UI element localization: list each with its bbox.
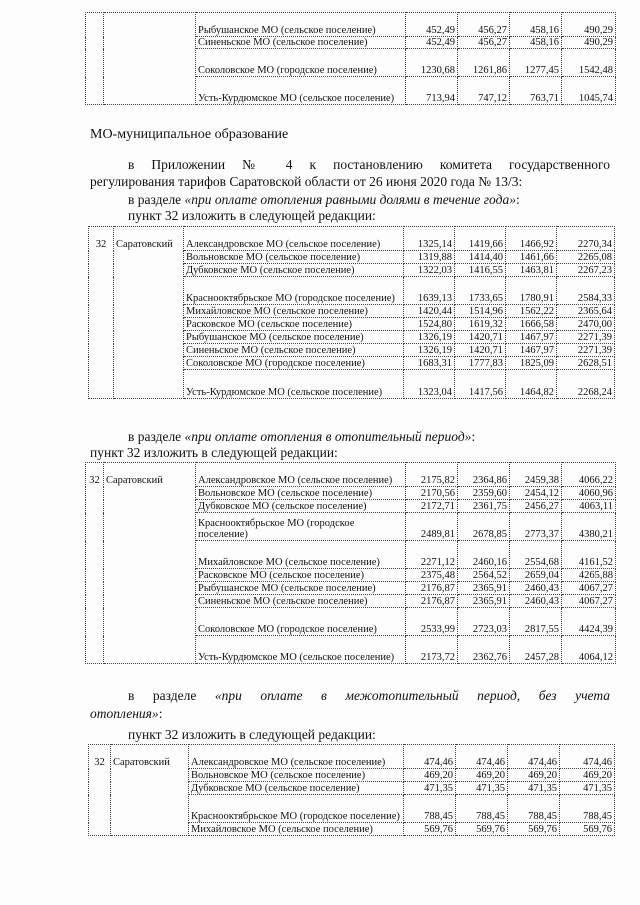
tariff-value-cell: 2659,04 xyxy=(510,569,562,582)
tariff-value-cell: 2554,68 xyxy=(510,541,562,569)
municipality-name-cell: Расковское МО (сельское поселение) xyxy=(196,569,406,582)
tariff-value-cell: 1417,56 xyxy=(455,370,506,399)
tariff-value-cell: 2457,28 xyxy=(510,636,562,664)
tariff-table-section3 xyxy=(88,744,615,836)
tariff-value-cell: 1467,97 xyxy=(506,344,557,357)
region-cell: Саратовский xyxy=(104,463,196,664)
municipality-name-cell: Дубковское МО (сельское поселение) xyxy=(189,782,404,795)
municipality-name-cell: Краснооктябрьское МО (городское поселение) xyxy=(184,277,404,305)
tariff-value-cell: 1639,13 xyxy=(404,277,455,305)
tariff-value-cell: 474,46 xyxy=(456,745,508,769)
section2-title: «при оплате отопления в отопительный период» xyxy=(184,429,472,444)
tariff-value-cell: 1683,31 xyxy=(404,357,455,370)
tariff-value-cell: 2271,39 xyxy=(557,331,615,344)
tariff-value-cell: 1230,68 xyxy=(406,49,458,77)
tariff-value-cell: 788,45 xyxy=(404,795,456,823)
municipality-name-cell: Александровское МО (сельское поселение) xyxy=(189,745,404,769)
tariff-value-cell: 4161,52 xyxy=(562,541,616,569)
tariff-value-cell: 474,46 xyxy=(404,745,456,769)
tariff-value-cell: 1514,96 xyxy=(455,305,506,318)
section3-point: пункт 32 изложить в следующей редакции: xyxy=(128,727,376,742)
municipality-name-cell: Соколовское МО (городское поселение) xyxy=(196,608,406,636)
tariff-value-cell: 1780,91 xyxy=(506,277,557,305)
municipality-name-cell: Усть-Курдюмское МО (сельское поселение) xyxy=(184,370,404,399)
section2-point: пункт 32 изложить в следующей редакции: xyxy=(90,445,338,460)
tariff-value-cell: 4067,27 xyxy=(562,595,616,608)
tariff-value-cell: 2460,43 xyxy=(510,582,562,595)
row-number-cell: 32 xyxy=(86,463,104,664)
tariff-value-cell: 2359,60 xyxy=(458,487,510,500)
tariff-value-cell: 1325,14 xyxy=(404,227,455,251)
section2-prefix: в разделе xyxy=(128,429,185,444)
table-row xyxy=(89,745,615,769)
tariff-value-cell: 4066,22 xyxy=(562,463,616,487)
municipality-name-cell: Соколовское МО (городское поселение) xyxy=(184,357,404,370)
tariff-value-cell: 1319,88 xyxy=(404,251,455,264)
tariff-value-cell: 474,46 xyxy=(560,745,615,769)
tariff-value-cell: 2470,00 xyxy=(557,318,615,331)
section2-heading xyxy=(128,429,475,445)
tariff-value-cell: 4064,12 xyxy=(562,636,616,664)
municipality-name-cell: Александровское МО (сельское поселение) xyxy=(184,227,404,251)
tariff-value-cell: 1420,71 xyxy=(455,331,506,344)
tariff-value-cell: 4265,88 xyxy=(562,569,616,582)
municipality-name-cell: Рыбушанское МО (сельское поселение) xyxy=(184,331,404,344)
tariff-value-cell: 469,20 xyxy=(560,769,615,782)
tariff-value-cell: 788,45 xyxy=(456,795,508,823)
tariff-value-cell: 2172,71 xyxy=(406,500,458,513)
region-cell: Саратовский xyxy=(114,227,184,399)
table-row xyxy=(86,463,616,487)
tariff-value-cell: 1326,19 xyxy=(404,331,455,344)
tariff-value-cell: 2361,75 xyxy=(458,500,510,513)
row-number-cell: 32 xyxy=(89,227,114,399)
municipality-name-cell: Соколовское МО (городское поселение) xyxy=(196,49,406,77)
tariff-value-cell: 471,35 xyxy=(404,782,456,795)
tariff-value-cell: 1414,40 xyxy=(455,251,506,264)
tariff-value-cell: 471,35 xyxy=(456,782,508,795)
section3-title-2: отопления» xyxy=(90,706,159,721)
empty-number-cell xyxy=(86,13,104,105)
tariff-value-cell: 1045,74 xyxy=(562,77,616,105)
municipality-name-cell: Усть-Курдюмское МО (сельское поселение) xyxy=(196,636,406,664)
tariff-value-cell: 2271,39 xyxy=(557,344,615,357)
municipality-name-cell: Александровское МО (сельское поселение) xyxy=(196,463,406,487)
municipality-name-cell: Рыбушанское МО (сельское поселение) xyxy=(196,582,406,595)
municipality-name-cell: Вольновское МО (сельское поселение) xyxy=(196,487,406,500)
tariff-value-cell: 2459,38 xyxy=(510,463,562,487)
section2-suffix: : xyxy=(471,429,476,444)
tariff-value-cell: 2678,85 xyxy=(458,513,510,541)
tariff-value-cell: 1261,86 xyxy=(458,49,510,77)
tariff-value-cell: 2533,99 xyxy=(406,608,458,636)
municipality-name-cell: Дубковское МО (сельское поселение) xyxy=(196,500,406,513)
tariff-value-cell: 458,16 xyxy=(510,37,562,49)
tariff-value-cell: 1466,92 xyxy=(506,227,557,251)
tariff-value-cell: 2773,37 xyxy=(510,513,562,541)
tariff-table-section1 xyxy=(88,226,615,399)
tariff-value-cell: 2175,82 xyxy=(406,463,458,487)
tariff-value-cell: 2270,34 xyxy=(557,227,615,251)
tariff-value-cell: 2364,86 xyxy=(458,463,510,487)
tariff-value-cell: 713,94 xyxy=(406,77,458,105)
tariff-value-cell: 788,45 xyxy=(560,795,615,823)
intro-line-1: в Приложении № 4 к постановлению комитета государственного xyxy=(128,157,610,172)
tariff-value-cell: 1619,32 xyxy=(455,318,506,331)
tariff-value-cell: 1420,71 xyxy=(455,344,506,357)
tariff-value-cell: 763,71 xyxy=(510,77,562,105)
tariff-value-cell: 2817,55 xyxy=(510,608,562,636)
tariff-value-cell: 490,29 xyxy=(562,37,616,49)
section1-suffix: : xyxy=(515,192,520,207)
tariff-value-cell: 1733,65 xyxy=(455,277,506,305)
tariff-value-cell: 747,12 xyxy=(458,77,510,105)
tariff-value-cell: 490,29 xyxy=(562,13,616,37)
tariff-value-cell: 2454,12 xyxy=(510,487,562,500)
municipality-name-cell: Михайловское МО (сельское поселение) xyxy=(189,823,404,836)
tariff-value-cell: 569,76 xyxy=(456,823,508,836)
empty-region-cell xyxy=(104,13,196,105)
region-cell: Саратовский xyxy=(111,745,189,836)
tariff-value-cell: 2176,87 xyxy=(406,582,458,595)
tariff-value-cell: 2723,03 xyxy=(458,608,510,636)
tariff-value-cell: 1322,03 xyxy=(404,264,455,277)
municipality-name-cell: Усть-Курдюмское МО (сельское поселение) xyxy=(196,77,406,105)
tariff-value-cell: 474,46 xyxy=(508,745,560,769)
tariff-value-cell: 569,76 xyxy=(508,823,560,836)
tariff-value-cell: 1420,44 xyxy=(404,305,455,318)
section1-heading xyxy=(128,192,520,208)
tariff-value-cell: 569,76 xyxy=(404,823,456,836)
tariff-value-cell: 2271,12 xyxy=(406,541,458,569)
tariff-value-cell: 1542,48 xyxy=(562,49,616,77)
tariff-value-cell: 2375,48 xyxy=(406,569,458,582)
tariff-value-cell: 2365,91 xyxy=(458,582,510,595)
municipality-name-cell: Краснооктябрьское МО (городское поселение) xyxy=(189,795,404,823)
tariff-value-cell: 2460,43 xyxy=(510,595,562,608)
tariff-value-cell: 2460,16 xyxy=(458,541,510,569)
municipality-name-cell: Михайловское МО (сельское поселение) xyxy=(196,541,406,569)
tariff-value-cell: 2267,23 xyxy=(557,264,615,277)
tariff-value-cell: 1277,45 xyxy=(510,49,562,77)
tariff-value-cell: 2628,51 xyxy=(557,357,615,370)
municipality-name-cell: Синеньское МО (сельское поселение) xyxy=(184,344,404,357)
section1-title: «при оплате отопления равными долями в течение года» xyxy=(184,192,516,207)
tariff-value-cell: 2365,64 xyxy=(557,305,615,318)
tariff-value-cell: 2176,87 xyxy=(406,595,458,608)
tariff-value-cell: 569,76 xyxy=(560,823,615,836)
tariff-value-cell: 456,27 xyxy=(458,37,510,49)
tariff-value-cell: 4380,21 xyxy=(562,513,616,541)
tariff-table-section2 xyxy=(85,462,616,664)
tariff-value-cell: 2265,08 xyxy=(557,251,615,264)
tariff-value-cell: 2173,72 xyxy=(406,636,458,664)
tariff-value-cell: 456,27 xyxy=(458,13,510,37)
tariff-value-cell: 1666,58 xyxy=(506,318,557,331)
municipality-name-cell: Вольновское МО (сельское поселение) xyxy=(189,769,404,782)
section3-suffix: : xyxy=(158,706,163,721)
municipality-name-cell: Синеньское МО (сельское поселение) xyxy=(196,595,406,608)
tariff-value-cell: 788,45 xyxy=(508,795,560,823)
tariff-value-cell: 452,49 xyxy=(406,13,458,37)
tariff-value-cell: 471,35 xyxy=(508,782,560,795)
tariff-value-cell: 2268,24 xyxy=(557,370,615,399)
tariff-value-cell: 1416,55 xyxy=(455,264,506,277)
tariff-value-cell: 1562,22 xyxy=(506,305,557,318)
tariff-value-cell: 1777,83 xyxy=(455,357,506,370)
tariff-table-continuation xyxy=(85,12,616,105)
tariff-value-cell: 469,20 xyxy=(508,769,560,782)
abbreviation-note: МО-муниципальное образование xyxy=(90,127,289,142)
table-row xyxy=(89,227,615,251)
tariff-value-cell: 2362,76 xyxy=(458,636,510,664)
municipality-name-cell: Михайловское МО (сельское поселение) xyxy=(184,305,404,318)
intro-line-2: регулирования тарифов Саратовской области от 26 июня 2020 года № 13/3: xyxy=(90,174,523,189)
section3-prefix: в разделе xyxy=(128,688,215,703)
tariff-value-cell: 2365,91 xyxy=(458,595,510,608)
section3-title-1: «при оплате в межотопительный период, без учета xyxy=(214,688,611,703)
tariff-value-cell: 1463,81 xyxy=(506,264,557,277)
tariff-value-cell: 1825,09 xyxy=(506,357,557,370)
municipality-name-cell: Вольновское МО (сельское поселение) xyxy=(184,251,404,264)
tariff-value-cell: 4060,96 xyxy=(562,487,616,500)
tariff-value-cell: 469,20 xyxy=(404,769,456,782)
section3-heading-line2 xyxy=(90,706,162,722)
tariff-value-cell: 1326,19 xyxy=(404,344,455,357)
municipality-name-cell: Дубковское МО (сельское поселение) xyxy=(184,264,404,277)
tariff-value-cell: 4424,39 xyxy=(562,608,616,636)
municipality-name-cell: Синеньское МО (сельское поселение) xyxy=(196,37,406,49)
municipality-name-cell: Краснооктябрьское МО (городское поселение) xyxy=(196,513,406,541)
tariff-value-cell: 1323,04 xyxy=(404,370,455,399)
section1-prefix: в разделе xyxy=(128,192,185,207)
tariff-value-cell: 2170,56 xyxy=(406,487,458,500)
tariff-value-cell: 4063,11 xyxy=(562,500,616,513)
tariff-value-cell: 471,35 xyxy=(560,782,615,795)
tariff-value-cell: 1461,66 xyxy=(506,251,557,264)
section3-heading-line1 xyxy=(128,688,610,704)
tariff-value-cell: 2456,27 xyxy=(510,500,562,513)
tariff-value-cell: 2489,81 xyxy=(406,513,458,541)
tariff-value-cell: 469,20 xyxy=(456,769,508,782)
tariff-value-cell: 1464,82 xyxy=(506,370,557,399)
tariff-value-cell: 452,49 xyxy=(406,37,458,49)
tariff-value-cell: 4067,27 xyxy=(562,582,616,595)
table-row xyxy=(86,13,616,37)
row-number-cell: 32 xyxy=(89,745,111,836)
tariff-value-cell: 2564,52 xyxy=(458,569,510,582)
tariff-value-cell: 1419,66 xyxy=(455,227,506,251)
municipality-name-cell: Расковское МО (сельское поселение) xyxy=(184,318,404,331)
municipality-name-cell: Рыбушанское МО (сельское поселение) xyxy=(196,13,406,37)
tariff-value-cell: 458,16 xyxy=(510,13,562,37)
tariff-value-cell: 1524,80 xyxy=(404,318,455,331)
tariff-value-cell: 2584,33 xyxy=(557,277,615,305)
section1-point: пункт 32 изложить в следующей редакции: xyxy=(128,208,376,223)
tariff-value-cell: 1467,97 xyxy=(506,331,557,344)
